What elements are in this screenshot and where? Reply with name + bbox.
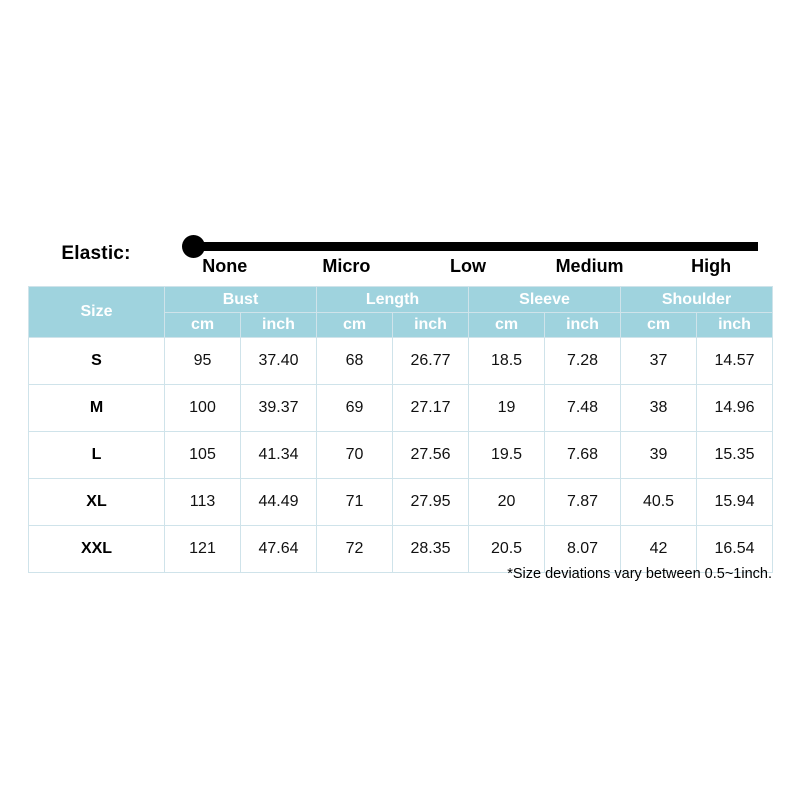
col-unit-shoulder-cm: cm [621, 313, 697, 338]
cell-bust-cm: 95 [165, 338, 241, 385]
col-unit-bust-cm: cm [165, 313, 241, 338]
cell-sleeve-cm: 20 [469, 479, 545, 526]
cell-length-inch: 26.77 [393, 338, 469, 385]
cell-shoulder-cm: 40.5 [621, 479, 697, 526]
size-chart [28, 228, 772, 582]
cell-length-cm: 71 [317, 479, 393, 526]
cell-length-cm: 69 [317, 385, 393, 432]
cell-sleeve-cm: 18.5 [469, 338, 545, 385]
table-row [29, 385, 773, 432]
col-group-sleeve: Sleeve [469, 287, 621, 313]
cell-length-inch: 27.56 [393, 432, 469, 479]
cell-sleeve-cm: 20.5 [469, 526, 545, 573]
cell-sleeve-inch: 7.48 [545, 385, 621, 432]
row-size-label: XL [29, 479, 165, 526]
elastic-label: Elastic: [61, 243, 131, 264]
table-row [29, 432, 773, 479]
col-unit-sleeve-inch: inch [545, 313, 621, 338]
cell-sleeve-inch: 8.07 [545, 526, 621, 573]
row-size-label: S [29, 338, 165, 385]
cell-bust-inch: 37.40 [241, 338, 317, 385]
cell-shoulder-inch: 16.54 [697, 526, 773, 573]
cell-bust-inch: 39.37 [241, 385, 317, 432]
cell-shoulder-cm: 37 [621, 338, 697, 385]
table-header-groups [29, 287, 773, 313]
cell-shoulder-inch: 15.94 [697, 479, 773, 526]
cell-sleeve-inch: 7.87 [545, 479, 621, 526]
cell-bust-cm: 121 [165, 526, 241, 573]
cell-length-inch: 27.95 [393, 479, 469, 526]
cell-bust-inch: 41.34 [241, 432, 317, 479]
col-unit-sleeve-cm: cm [469, 313, 545, 338]
cell-length-cm: 68 [317, 338, 393, 385]
cell-shoulder-inch: 14.96 [697, 385, 773, 432]
col-head-size: Size [29, 287, 165, 338]
cell-bust-cm: 105 [165, 432, 241, 479]
row-size-label: M [29, 385, 165, 432]
elastic-scale-knob[interactable] [182, 235, 205, 258]
elastic-tick-medium[interactable]: Medium [555, 256, 624, 276]
elastic-scale[interactable] [164, 228, 772, 286]
cell-shoulder-cm: 42 [621, 526, 697, 573]
cell-bust-inch: 44.49 [241, 479, 317, 526]
col-group-shoulder: Shoulder [621, 287, 773, 313]
elastic-scale-labels [164, 256, 772, 277]
elastic-scale-bar [188, 242, 758, 251]
cell-bust-cm: 113 [165, 479, 241, 526]
size-deviation-note: *Size deviations vary between 0.5~1inch. [507, 566, 772, 582]
elastic-tick-none[interactable]: None [202, 256, 248, 276]
col-group-bust: Bust [165, 287, 317, 313]
table-row [29, 479, 773, 526]
col-unit-length-cm: cm [317, 313, 393, 338]
elastic-tick-high[interactable]: High [691, 256, 732, 276]
elastic-slider-row [28, 228, 772, 286]
cell-shoulder-cm: 38 [621, 385, 697, 432]
cell-length-inch: 28.35 [393, 526, 469, 573]
col-unit-length-inch: inch [393, 313, 469, 338]
cell-sleeve-cm: 19 [469, 385, 545, 432]
col-unit-shoulder-inch: inch [697, 313, 773, 338]
row-size-label: L [29, 432, 165, 479]
cell-bust-cm: 100 [165, 385, 241, 432]
col-unit-bust-inch: inch [241, 313, 317, 338]
table-row [29, 338, 773, 385]
cell-shoulder-inch: 15.35 [697, 432, 773, 479]
cell-sleeve-cm: 19.5 [469, 432, 545, 479]
elastic-tick-low[interactable]: Low [449, 256, 486, 276]
row-size-label: XXL [29, 526, 165, 573]
measurements-table [28, 286, 773, 573]
cell-shoulder-cm: 39 [621, 432, 697, 479]
elastic-tick-micro[interactable]: Micro [322, 256, 371, 276]
cell-sleeve-inch: 7.28 [545, 338, 621, 385]
cell-sleeve-inch: 7.68 [545, 432, 621, 479]
cell-bust-inch: 47.64 [241, 526, 317, 573]
cell-length-cm: 70 [317, 432, 393, 479]
cell-length-inch: 27.17 [393, 385, 469, 432]
cell-shoulder-inch: 14.57 [697, 338, 773, 385]
col-group-length: Length [317, 287, 469, 313]
cell-length-cm: 72 [317, 526, 393, 573]
